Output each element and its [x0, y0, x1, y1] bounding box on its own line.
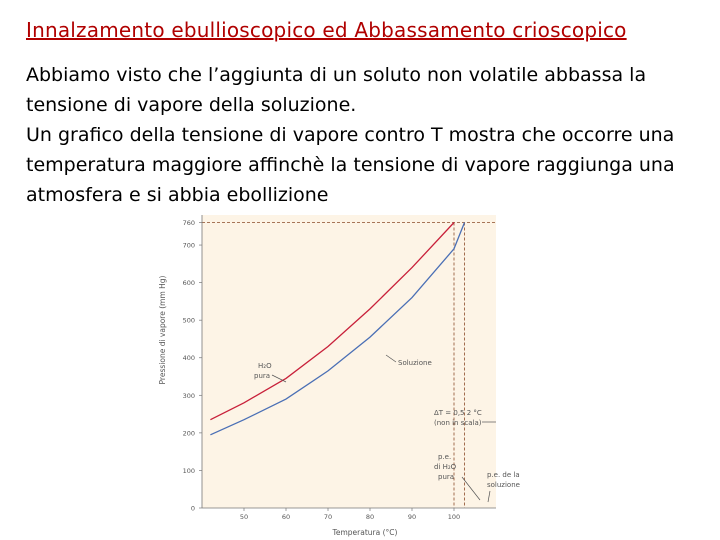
paragraph-intro: Abbiamo visto che l’aggiunta di un soluto non volatile abbassa la tensione di vapore della soluzione.: [26, 64, 647, 116]
x-axis-label: Temperatura (°C): [332, 528, 398, 537]
y-tick-label: 500: [182, 316, 195, 325]
y-tick-label: 700: [182, 241, 195, 250]
y-tick-label: 600: [182, 279, 195, 288]
slide-title: Innalzamento ebullioscopico ed Abbassamento crioscopico: [26, 18, 627, 42]
y-tick-label: 760: [182, 219, 195, 228]
vapor-pressure-chart: [150, 215, 520, 540]
bp-water-line-3: pura: [438, 473, 455, 481]
bp-water-line-1: p.e.: [438, 453, 452, 461]
x-tick-label: 70: [323, 513, 333, 521]
delta-t-label: ΔT = 0,5 2 °C: [434, 409, 482, 417]
x-tick-label: 60: [281, 513, 291, 521]
delta-t-note: (non in scala): [434, 419, 482, 427]
y-tick-label: 200: [182, 429, 195, 438]
solution-label: Soluzione: [398, 359, 432, 367]
x-tick-label: 100: [447, 513, 461, 521]
y-tick-label: 0: [190, 504, 195, 513]
y-tick-label: 100: [182, 466, 195, 475]
bp-solution-line-2: soluzione: [487, 481, 520, 489]
x-tick-label: 50: [239, 513, 249, 521]
x-tick-label: 90: [407, 513, 417, 521]
y-axis-label: Pressione di vapore (mm Hg): [158, 275, 167, 385]
x-tick-label: 80: [365, 513, 375, 521]
body-text: [26, 60, 706, 210]
bp-water-line-2: di H₂O: [434, 463, 457, 471]
paragraph-graph: Un grafico della tensione di vapore contro T mostra che occorre una temperatura maggiore affinchè la tensione di vapore raggiunga una atmosfera e si abbia ebollizione: [26, 124, 675, 206]
y-tick-label: 300: [182, 391, 195, 400]
bp-solution-line-1: p.e. de la: [487, 471, 520, 479]
y-tick-label: 400: [182, 354, 195, 363]
water-label-line-2: pura: [254, 372, 271, 380]
water-label-line-1: H₂O: [258, 362, 272, 370]
